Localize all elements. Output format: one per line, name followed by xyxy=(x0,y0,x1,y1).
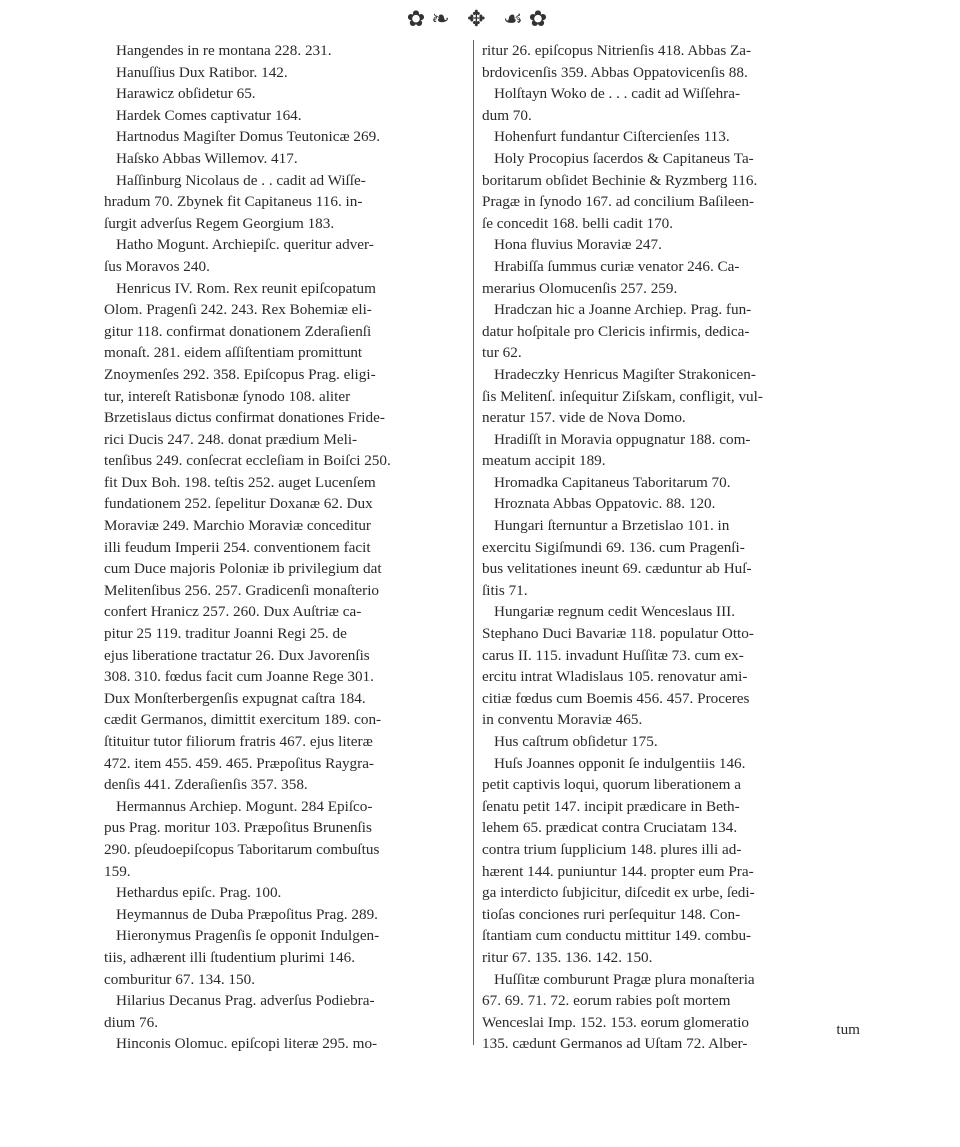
index-line: Hanuſſius Dux Ratibor. 142. xyxy=(116,63,288,81)
index-line: Hethardus epiſc. Prag. 100. xyxy=(116,884,282,902)
index-line: monaſt. 281. eidem aſſiſtentiam promittunt xyxy=(104,344,363,362)
index-line: 290. pſeudoepiſcopus Taboritarum combuſtus xyxy=(104,840,380,858)
index-line: Hinconis Olomuc. epiſcopi literæ 295. mo- xyxy=(116,1035,378,1053)
left-column xyxy=(104,40,468,1055)
index-line: confert Hranicz 257. 260. Dux Auſtriæ ca- xyxy=(104,603,362,621)
index-line: Hohenfurt fundantur Ciſtercienſes 113. xyxy=(494,128,730,146)
index-line: pitur 25 119. traditur Joanni Regi 25. de xyxy=(104,625,347,643)
index-line: Haſſinburg Nicolaus de . . cadit ad Wiſſe- xyxy=(116,171,366,189)
index-line: Olom. Pragenſi 242. 243. Rex Bohemiæ eli- xyxy=(104,301,372,319)
index-line: 308. 310. fœdus facit cum Joanne Rege 301. xyxy=(104,668,374,686)
index-line: rici Ducis 247. 248. donat prædium Meli- xyxy=(104,430,358,448)
index-line: ſitis 71. xyxy=(482,581,528,599)
index-line: contra trium ſupplicium 148. plures illi ad- xyxy=(482,840,742,858)
index-line: datur hoſpitale pro Clericis infirmis, dedica- xyxy=(482,322,750,340)
right-column xyxy=(482,40,862,1055)
index-line: neratur 157. vide de Nova Domo. xyxy=(482,409,686,427)
index-line: bus velitationes ineunt 69. cæduntur ab Huſ- xyxy=(482,560,752,578)
index-line: Hradiſſt in Moravia oppugnatur 188. com- xyxy=(494,430,751,448)
index-line: 135. cædunt Germanos ad Uſtam 72. Alber- xyxy=(482,1035,748,1053)
index-line: ercitu intrat Wladislaus 105. renovatur ami- xyxy=(482,668,748,686)
index-line: ſenatu petit 147. incipit prædicare in Beth- xyxy=(482,797,740,815)
index-line: cum Duce majoris Poloniæ ib privilegium dat xyxy=(104,560,382,578)
index-line: Holy Procopius ſacerdos & Capitaneus Ta- xyxy=(494,149,754,167)
index-line: Hromadka Capitaneus Taboritarum 70. xyxy=(494,473,731,491)
index-line: Stephano Duci Bavariæ 118. populatur Otto- xyxy=(482,625,754,643)
index-line: comburitur 67. 134. 150. xyxy=(104,970,256,988)
index-line: cædit Germanos, dimittit exercitum 189. con- xyxy=(104,711,382,729)
index-line: Hardek Comes captivatur 164. xyxy=(116,106,302,124)
index-line: ſtantiam cum conductu mittitur 149. combu- xyxy=(482,927,752,945)
index-line: merarius Olomucenſis 257. 259. xyxy=(482,279,678,297)
index-line: tur, intereſt Ratisbonæ ſynodo 108. aliter xyxy=(104,387,351,405)
index-line: in conventu Moraviæ 465. xyxy=(482,711,643,729)
index-line: Brzetislaus dictus confirmat donationes Fride- xyxy=(104,409,385,427)
index-line: tiis, adhærent illi ſtudentium plurimi 146. xyxy=(104,948,356,966)
index-line: ga interdicto ſubjicitur, diſcedit ex urbe, ſedi- xyxy=(482,884,755,902)
index-line: Hungari ſternuntur a Brzetislao 101. in xyxy=(494,517,730,535)
index-line: Hroznata Abbas Oppatovic. 88. 120. xyxy=(494,495,716,513)
index-line: ſtituitur tutor filiorum fratris 467. ejus literæ xyxy=(104,733,373,750)
index-line: Hieronymus Pragenſis ſe opponit Indulgen- xyxy=(116,927,380,945)
index-line: Hradczan hic a Joanne Archiep. Prag. fun- xyxy=(494,301,752,319)
index-line: Pragæ in ſynodo 167. ad concilium Baſileen- xyxy=(482,193,755,211)
index-line: Huſs Joannes opponit ſe indulgentiis 146. xyxy=(494,754,746,772)
index-line: Harawicz obſidetur 65. xyxy=(116,85,256,103)
index-line: Henricus IV. Rom. Rex reunit epiſcopatum xyxy=(116,279,376,297)
index-line: pus Prag. moritur 103. Præpoſitus Brunenſis xyxy=(104,819,372,837)
index-line: petit captivis loqui, quorum liberationem a xyxy=(482,776,741,794)
index-line: denſis 441. Zderaſienſis 357. 358. xyxy=(104,776,308,794)
index-line: hærent 144. puniuntur 144. propter eum Pra- xyxy=(482,862,754,880)
index-line: exercitu Sigiſmundi 69. 136. cum Pragenſi- xyxy=(482,538,745,556)
index-line: brdovicenſis 359. Abbas Oppatovicenſis 88. xyxy=(482,63,748,81)
index-line: Haſsko Abbas Willemov. 417. xyxy=(116,149,298,167)
index-line: Hatho Mogunt. Archiepiſc. queritur adver- xyxy=(116,236,374,254)
index-line: hradum 70. Zbynek fit Capitaneus 116. in- xyxy=(104,193,363,211)
index-line: Holſtayn Woko de . . . cadit ad Wiſſehra- xyxy=(494,85,741,103)
index-line: boritarum obſidet Bechinie & Ryzmberg 116. xyxy=(482,171,758,189)
index-line: gitur 118. confirmat donationem Zderaſienſi xyxy=(104,322,372,340)
index-line: 472. item 455. 459. 465. Præpoſitus Raygra- xyxy=(104,754,374,772)
index-line: ſurgit adverſus Regem Georgium 183. xyxy=(104,214,335,232)
index-line: Dux Monſterbergenſis expugnat caſtra 184. xyxy=(104,689,366,707)
index-line: Hungariæ regnum cedit Wenceslaus III. xyxy=(494,603,735,621)
index-line: Heymannus de Duba Præpoſitus Prag. 289. xyxy=(116,905,378,923)
index-line: Moraviæ 249. Marchio Moraviæ conceditur xyxy=(104,517,371,535)
column-divider xyxy=(473,40,474,1045)
index-line: 67. 69. 71. 72. eorum rabies poſt mortem xyxy=(482,992,731,1010)
index-line: Hrabiſſa ſummus curiæ venator 246. Ca- xyxy=(494,257,740,275)
index-line: Huſſitæ comburunt Pragæ plura monaſteria xyxy=(494,970,755,988)
index-line: Hilarius Decanus Prag. adverſus Podiebra- xyxy=(116,992,375,1010)
index-line: dum 70. xyxy=(482,106,532,124)
catchword: tum xyxy=(836,1021,860,1038)
index-line: Melitenſibus 256. 257. Gradicenſi monaſterio xyxy=(104,581,380,599)
index-line: tioſas conciones ruri perſequitur 148. Con- xyxy=(482,905,741,923)
index-line: meatum accipit 189. xyxy=(482,452,606,470)
index-line: ritur 67. 135. 136. 142. 150. xyxy=(482,948,653,966)
index-line: Hermannus Archiep. Mogunt. 284 Epiſco- xyxy=(116,797,373,815)
index-line: carus II. 115. invadunt Huſſitæ 73. cum ex- xyxy=(482,646,744,664)
index-line: citiæ fœdus cum Boemis 456. 457. Proceres xyxy=(482,689,750,707)
index-line: Hradeczky Henricus Magiſter Strakonicen- xyxy=(494,365,756,383)
index-line: 159. xyxy=(104,862,131,880)
index-line: Hangendes in re montana 228. 231. xyxy=(116,42,332,59)
index-line: Wenceslai Imp. 152. 153. eorum glomeratio xyxy=(482,1013,750,1031)
index-line: dium 76. xyxy=(104,1013,159,1031)
header-ornament: ✿❧ ✥ ☙✿ xyxy=(406,6,554,31)
index-line: fit Dux Boh. 198. teſtis 252. auget Lucenſem xyxy=(104,473,376,491)
index-line: ritur 26. epiſcopus Nitrienſis 418. Abbas Za- xyxy=(482,42,752,59)
index-line: tur 62. xyxy=(482,344,522,362)
index-line: ſe concedit 168. belli cadit 170. xyxy=(482,214,674,232)
index-line: ſus Moravos 240. xyxy=(104,257,210,275)
index-line: Znoymenſes 292. 358. Epiſcopus Prag. eligi- xyxy=(104,365,376,383)
index-line: Hona fluvius Moraviæ 247. xyxy=(494,236,662,254)
index-line: lehem 65. prædicat contra Cruciatam 134. xyxy=(482,819,738,837)
index-line: ejus liberatione tractatur 26. Dux Javorenſis xyxy=(104,646,370,664)
index-line: tenſibus 249. conſecrat eccleſiam in Boiſci 250. xyxy=(104,452,391,470)
index-line: illi feudum Imperii 254. conventionem facit xyxy=(104,538,371,556)
index-line: Hartnodus Magiſter Domus Teutonicæ 269. xyxy=(116,128,380,146)
index-line: fundationem 252. ſepelitur Doxanæ 62. Dux xyxy=(104,495,373,513)
index-line: ſis Melitenſ. inſequitur Ziſskam, confligit, vul- xyxy=(482,387,763,405)
index-line: Hus caſtrum obſidetur 175. xyxy=(494,733,658,750)
